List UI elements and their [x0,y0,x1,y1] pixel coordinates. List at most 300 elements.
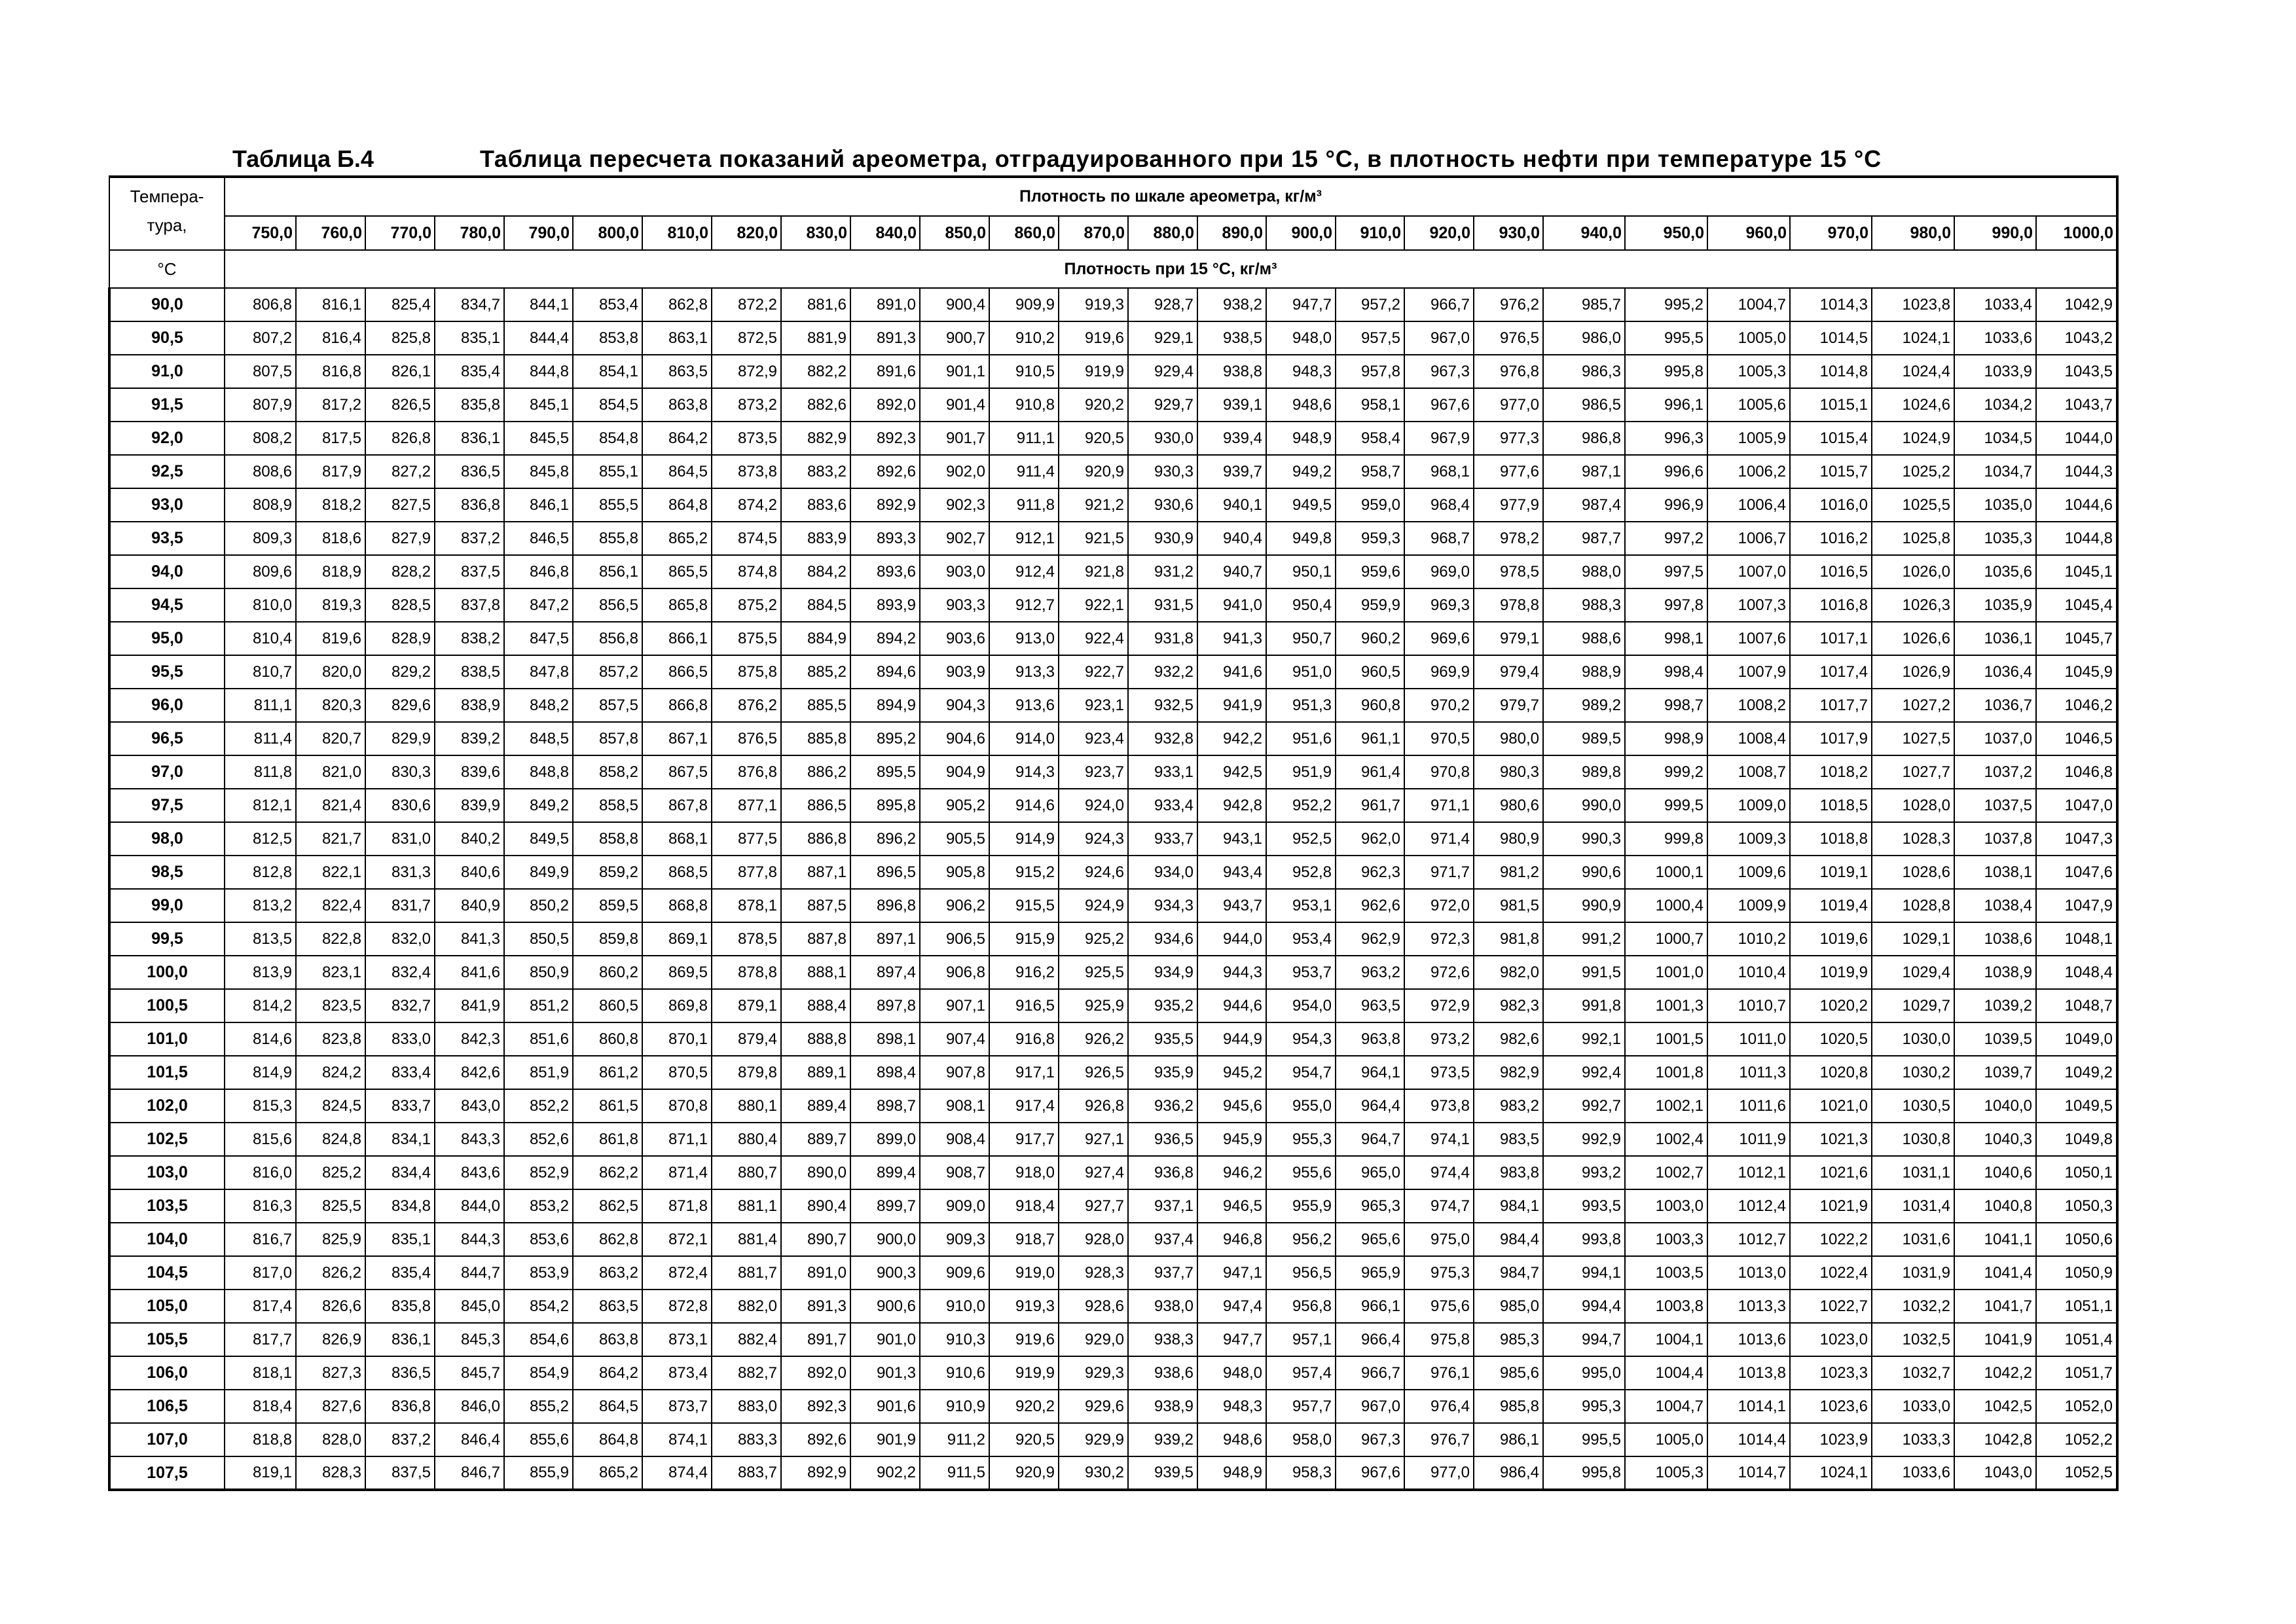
density-cell: 971,7 [1404,856,1474,889]
density-cell: 836,8 [435,488,504,522]
density-cell: 857,5 [573,689,642,722]
density-cell: 817,9 [296,455,365,488]
density-cell: 900,0 [850,1223,920,1256]
density-cell: 810,4 [225,622,296,655]
density-cell: 889,7 [781,1123,850,1156]
density-cell: 996,3 [1625,422,1707,455]
density-cell: 866,1 [642,622,712,655]
density-cell: 1041,4 [1954,1256,2036,1290]
density-cell: 854,2 [504,1290,573,1323]
density-cell: 892,6 [781,1423,850,1456]
density-cell: 879,8 [712,1056,781,1089]
density-cell: 821,4 [296,789,365,822]
density-cell: 915,9 [989,922,1059,956]
density-cell: 1048,7 [2036,989,2117,1022]
temperature-cell: 100,5 [109,989,225,1022]
density-cell: 837,5 [365,1456,435,1490]
density-cell: 967,6 [1404,388,1474,422]
density-cell: 981,2 [1474,856,1543,889]
density-cell: 976,7 [1404,1423,1474,1456]
density-cell: 821,0 [296,755,365,789]
density-cell: 854,9 [504,1356,573,1390]
density-cell: 852,6 [504,1123,573,1156]
density-cell: 960,2 [1336,622,1404,655]
density-cell: 838,9 [435,689,504,722]
density-cell: 909,0 [920,1189,989,1223]
density-cell: 963,2 [1336,956,1404,989]
density-cell: 964,1 [1336,1056,1404,1089]
density-cell: 880,7 [712,1156,781,1189]
density-cell: 888,1 [781,956,850,989]
density-cell: 985,6 [1474,1356,1543,1390]
density-cell: 997,8 [1625,588,1707,622]
density-cell: 843,3 [435,1123,504,1156]
density-cell: 1004,7 [1707,288,1790,321]
density-cell: 916,5 [989,989,1059,1022]
density-cell: 1016,5 [1790,555,1872,588]
density-cell: 872,8 [642,1290,712,1323]
density-cell: 834,4 [365,1156,435,1189]
density-cell: 905,8 [920,856,989,889]
density-cell: 891,3 [850,321,920,355]
density-cell: 1031,9 [1872,1256,1954,1290]
density-cell: 818,9 [296,555,365,588]
density-cell: 846,7 [435,1456,504,1490]
density-cell: 902,3 [920,488,989,522]
density-cell: 934,0 [1128,856,1197,889]
density-cell: 882,6 [781,388,850,422]
table-row [109,1089,2117,1123]
density-cell: 1005,6 [1707,388,1790,422]
density-cell: 993,5 [1543,1189,1625,1223]
density-cell: 980,6 [1474,789,1543,822]
density-cell: 989,8 [1543,755,1625,789]
density-cell: 948,3 [1197,1390,1266,1423]
density-cell: 876,8 [712,755,781,789]
density-cell: 1036,7 [1954,689,2036,722]
density-cell: 994,4 [1543,1290,1625,1323]
density-cell: 863,2 [573,1256,642,1290]
density-cell: 984,4 [1474,1223,1543,1256]
density-cell: 848,8 [504,755,573,789]
density-cell: 834,7 [435,288,504,321]
table-row [109,522,2117,555]
table-row [109,422,2117,455]
temperature-cell: 97,0 [109,755,225,789]
density-cell: 1003,0 [1625,1189,1707,1223]
density-cell: 964,4 [1336,1089,1404,1123]
density-cell: 921,5 [1059,522,1128,555]
column-header: 830,0 [781,216,850,250]
density-cell: 919,9 [1059,355,1128,388]
density-cell: 894,6 [850,655,920,689]
density-cell: 1010,7 [1707,989,1790,1022]
density-cell: 886,8 [781,822,850,856]
density-cell: 1051,4 [2036,1323,2117,1356]
density-cell: 1045,1 [2036,555,2117,588]
density-cell: 919,6 [989,1323,1059,1356]
density-cell: 830,6 [365,789,435,822]
density-cell: 960,5 [1336,655,1404,689]
density-cell: 1001,8 [1625,1056,1707,1089]
density-cell: 867,1 [642,722,712,755]
density-cell: 876,2 [712,689,781,722]
density-cell: 1017,1 [1790,622,1872,655]
table-row [109,622,2117,655]
density-cell: 813,5 [225,922,296,956]
density-cell: 892,0 [781,1356,850,1390]
density-cell: 957,1 [1266,1323,1336,1356]
density-cell: 897,4 [850,956,920,989]
table-row [109,555,2117,588]
density-cell: 969,6 [1404,622,1474,655]
density-cell: 1015,7 [1790,455,1872,488]
density-cell: 1001,0 [1625,956,1707,989]
temperature-cell: 91,5 [109,388,225,422]
density-cell: 1017,4 [1790,655,1872,689]
density-cell: 824,5 [296,1089,365,1123]
density-cell: 845,1 [504,388,573,422]
density-cell: 1050,3 [2036,1189,2117,1223]
density-cell: 967,0 [1336,1390,1404,1423]
density-cell: 1033,3 [1872,1423,1954,1456]
density-cell: 928,6 [1059,1290,1128,1323]
density-cell: 951,6 [1266,722,1336,755]
density-cell: 1037,2 [1954,755,2036,789]
density-cell: 871,4 [642,1156,712,1189]
density-cell: 885,5 [781,689,850,722]
density-cell: 930,9 [1128,522,1197,555]
temperature-cell: 90,5 [109,321,225,355]
density-cell: 819,6 [296,622,365,655]
density-cell: 967,0 [1404,321,1474,355]
density-cell: 1036,1 [1954,622,2036,655]
density-cell: 1009,6 [1707,856,1790,889]
density-cell: 1021,0 [1790,1089,1872,1123]
scale-density-header: Плотность по шкале ареометра, кг/м³ [225,177,2117,216]
density-cell: 944,6 [1197,989,1266,1022]
density-cell: 1014,7 [1707,1456,1790,1490]
density-cell: 988,6 [1543,622,1625,655]
density-cell: 900,7 [920,321,989,355]
density-cell: 1038,6 [1954,922,2036,956]
density-cell: 947,7 [1197,1323,1266,1356]
density-cell: 862,8 [573,1223,642,1256]
density-conversion-table [108,175,2119,1491]
density-cell: 946,8 [1197,1223,1266,1256]
density-cell: 962,6 [1336,889,1404,922]
density-cell: 828,0 [296,1423,365,1456]
density-cell: 967,9 [1404,422,1474,455]
temperature-cell: 105,0 [109,1290,225,1323]
density-cell: 1041,7 [1954,1290,2036,1323]
density-cell: 1050,1 [2036,1156,2117,1189]
density-cell: 966,1 [1336,1290,1404,1323]
density-cell: 969,3 [1404,588,1474,622]
table-row [109,755,2117,789]
density-cell: 1017,9 [1790,722,1872,755]
density-cell: 902,0 [920,455,989,488]
density-cell: 910,6 [920,1356,989,1390]
density-cell: 853,4 [573,288,642,321]
density-cell: 1022,7 [1790,1290,1872,1323]
column-header: 890,0 [1197,216,1266,250]
temperature-cell: 94,0 [109,555,225,588]
density-cell: 1023,9 [1790,1423,1872,1456]
density-cell: 938,5 [1197,321,1266,355]
density-cell: 919,3 [1059,288,1128,321]
table-row [109,355,2117,388]
density-cell: 995,5 [1625,321,1707,355]
density-cell: 844,4 [504,321,573,355]
density-cell: 911,8 [989,488,1059,522]
density-cell: 903,0 [920,555,989,588]
density-cell: 856,1 [573,555,642,588]
temperature-cell: 105,5 [109,1323,225,1356]
density-cell: 885,2 [781,655,850,689]
density-cell: 807,2 [225,321,296,355]
density-cell: 855,1 [573,455,642,488]
density-cell: 899,4 [850,1156,920,1189]
density-cell: 842,3 [435,1022,504,1056]
density-cell: 921,2 [1059,488,1128,522]
density-cell: 1005,3 [1625,1456,1707,1490]
density-cell: 1046,8 [2036,755,2117,789]
density-cell: 1008,2 [1707,689,1790,722]
density-cell: 1048,1 [2036,922,2117,956]
density-cell: 996,1 [1625,388,1707,422]
density-cell: 972,3 [1404,922,1474,956]
density-cell: 972,6 [1404,956,1474,989]
density-cell: 965,9 [1336,1256,1404,1290]
density-cell: 958,4 [1336,422,1404,455]
density-cell: 962,9 [1336,922,1404,956]
temperature-cell: 95,5 [109,655,225,689]
density-cell: 968,1 [1404,455,1474,488]
density-cell: 863,8 [642,388,712,422]
density-cell: 932,5 [1128,689,1197,722]
temperature-cell: 103,0 [109,1156,225,1189]
density-cell: 887,1 [781,856,850,889]
density-cell: 1026,3 [1872,588,1954,622]
column-header: 840,0 [850,216,920,250]
density-cell: 914,0 [989,722,1059,755]
density-cell: 941,9 [1197,689,1266,722]
density-cell: 882,9 [781,422,850,455]
density-cell: 880,1 [712,1089,781,1123]
density-cell: 811,1 [225,689,296,722]
density-cell: 977,3 [1474,422,1543,455]
table-row [109,856,2117,889]
density-cell: 917,7 [989,1123,1059,1156]
density-cell: 985,0 [1474,1290,1543,1323]
density-cell: 1015,4 [1790,422,1872,455]
density-cell: 843,0 [435,1089,504,1123]
density-cell: 839,6 [435,755,504,789]
density-cell: 924,6 [1059,856,1128,889]
density-cell: 1019,1 [1790,856,1872,889]
density-cell: 883,6 [781,488,850,522]
density-cell: 923,1 [1059,689,1128,722]
density-cell: 971,4 [1404,822,1474,856]
density-cell: 1013,3 [1707,1290,1790,1323]
density-cell: 1032,2 [1872,1290,1954,1323]
density-cell: 933,1 [1128,755,1197,789]
density-cell: 862,5 [573,1189,642,1223]
density-cell: 995,3 [1543,1390,1625,1423]
table-row [109,789,2117,822]
density-cell: 901,1 [920,355,989,388]
density-cell: 911,5 [920,1456,989,1490]
density-cell: 1003,5 [1625,1256,1707,1290]
density-cell: 818,2 [296,488,365,522]
density-cell: 946,2 [1197,1156,1266,1189]
temperature-cell: 100,0 [109,956,225,989]
density-cell: 912,1 [989,522,1059,555]
header-row-columns [109,216,2117,250]
density-cell: 990,0 [1543,789,1625,822]
density-cell: 926,5 [1059,1056,1128,1089]
density-cell: 861,8 [573,1123,642,1156]
density-cell: 892,3 [850,422,920,455]
density-cell: 972,9 [1404,989,1474,1022]
density-cell: 996,6 [1625,455,1707,488]
density-cell: 821,7 [296,822,365,856]
density-cell: 927,4 [1059,1156,1128,1189]
density-cell: 1029,7 [1872,989,1954,1022]
density-cell: 825,4 [365,288,435,321]
density-cell: 904,9 [920,755,989,789]
density-cell: 1030,0 [1872,1022,1954,1056]
density-cell: 867,8 [642,789,712,822]
column-header: 860,0 [989,216,1059,250]
density-cell: 844,8 [504,355,573,388]
density-cell: 981,5 [1474,889,1543,922]
density-cell: 809,6 [225,555,296,588]
density-cell: 911,1 [989,422,1059,455]
density-cell: 1031,4 [1872,1189,1954,1223]
temperature-cell: 93,5 [109,522,225,555]
density-cell: 1052,2 [2036,1423,2117,1456]
density-cell: 875,8 [712,655,781,689]
density-cell: 904,6 [920,722,989,755]
density-cell: 861,2 [573,1056,642,1089]
density-cell: 992,4 [1543,1056,1625,1089]
density-cell: 1023,3 [1790,1356,1872,1390]
density-cell: 813,9 [225,956,296,989]
density-cell: 845,8 [504,455,573,488]
density-cell: 901,6 [850,1390,920,1423]
density-cell: 900,4 [920,288,989,321]
density-cell: 966,4 [1336,1323,1404,1356]
density-cell: 1028,8 [1872,889,1954,922]
density-cell: 876,5 [712,722,781,755]
density-cell: 916,8 [989,1022,1059,1056]
density-cell: 815,3 [225,1089,296,1123]
density-cell: 1005,0 [1707,321,1790,355]
density-cell: 859,2 [573,856,642,889]
density-cell: 846,8 [504,555,573,588]
temperature-cell: 101,5 [109,1056,225,1089]
density-cell: 819,3 [296,588,365,622]
density-cell: 810,7 [225,655,296,689]
density-cell: 1047,0 [2036,789,2117,822]
density-cell: 935,9 [1128,1056,1197,1089]
density-cell: 1033,6 [1954,321,2036,355]
density-cell: 1008,4 [1707,722,1790,755]
density-cell: 855,2 [504,1390,573,1423]
density-cell: 910,3 [920,1323,989,1356]
density-cell: 965,0 [1336,1156,1404,1189]
density-cell: 1049,2 [2036,1056,2117,1089]
density-cell: 933,7 [1128,822,1197,856]
density-cell: 977,9 [1474,488,1543,522]
density-cell: 1021,6 [1790,1156,1872,1189]
density-cell: 822,1 [296,856,365,889]
density-cell: 918,7 [989,1223,1059,1256]
density-cell: 1023,6 [1790,1390,1872,1423]
density-cell: 1038,1 [1954,856,2036,889]
density-cell: 982,6 [1474,1022,1543,1056]
density-cell: 816,1 [296,288,365,321]
density-cell: 939,1 [1197,388,1266,422]
density-cell: 945,2 [1197,1056,1266,1089]
density-cell: 901,0 [850,1323,920,1356]
density-cell: 1024,4 [1872,355,1954,388]
density-cell: 1011,6 [1707,1089,1790,1123]
density-cell: 867,5 [642,755,712,789]
density-cell: 833,0 [365,1022,435,1056]
density-cell: 887,5 [781,889,850,922]
temperature-cell: 98,0 [109,822,225,856]
density-cell: 853,6 [504,1223,573,1256]
density-cell: 879,1 [712,989,781,1022]
density-cell: 862,8 [642,288,712,321]
density-cell: 937,1 [1128,1189,1197,1223]
density-cell: 1002,1 [1625,1089,1707,1123]
density-cell: 1043,2 [2036,321,2117,355]
density-cell: 964,7 [1336,1123,1404,1156]
density-cell: 855,8 [573,522,642,555]
density-cell: 979,7 [1474,689,1543,722]
density-cell: 892,9 [850,488,920,522]
density-cell: 992,1 [1543,1022,1625,1056]
density-cell: 891,0 [850,288,920,321]
density-cell: 858,5 [573,789,642,822]
temperature-cell: 104,0 [109,1223,225,1256]
density-cell: 943,1 [1197,822,1266,856]
density-cell: 864,5 [642,455,712,488]
density-cell: 995,5 [1543,1423,1625,1456]
density-cell: 817,4 [225,1290,296,1323]
density-cell: 868,1 [642,822,712,856]
density-cell: 883,7 [712,1456,781,1490]
density-cell: 920,9 [989,1456,1059,1490]
density-cell: 874,8 [712,555,781,588]
column-header: 850,0 [920,216,989,250]
column-header: 770,0 [365,216,435,250]
density-cell: 922,7 [1059,655,1128,689]
density-cell: 881,9 [781,321,850,355]
density-cell: 864,2 [573,1356,642,1390]
density-cell: 932,8 [1128,722,1197,755]
density-cell: 960,8 [1336,689,1404,722]
column-header: 750,0 [225,216,296,250]
density-cell: 870,1 [642,1022,712,1056]
density-cell: 846,4 [435,1423,504,1456]
density-cell: 873,5 [712,422,781,455]
density-cell: 873,7 [642,1390,712,1423]
